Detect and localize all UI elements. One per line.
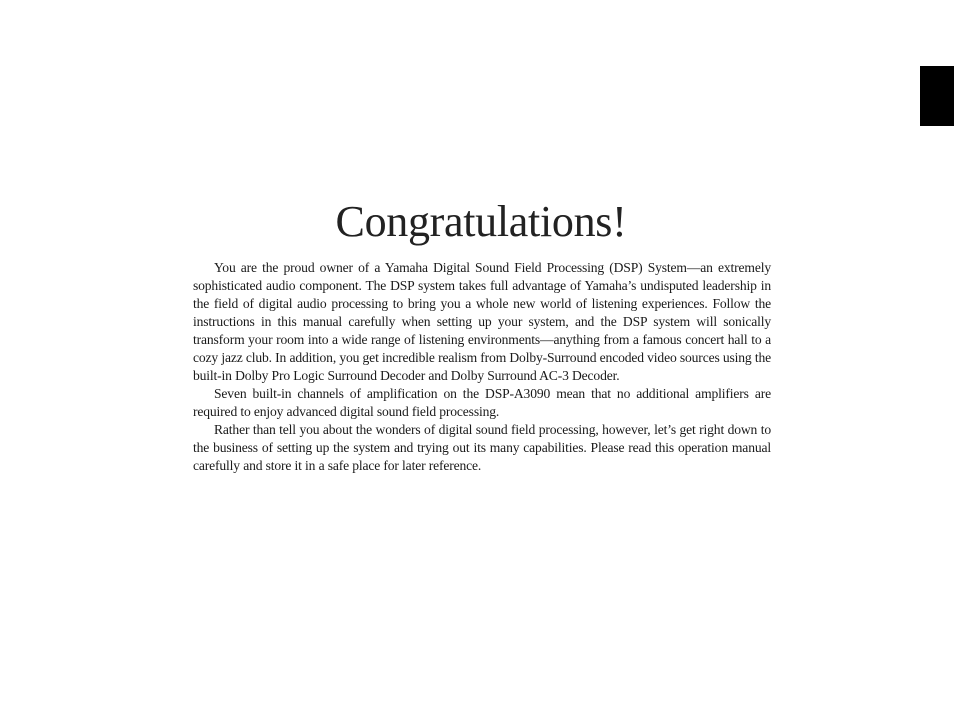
- page-edge-tab: [920, 66, 954, 126]
- paragraph-intro: You are the proud owner of a Yamaha Digital Sound Field Processing (DSP) System—an extremely sophisticated audio component. The DSP system takes full advantage of Yamaha’s undisputed leadership in the field of digital audio processing to bring you a whole new world of listening experiences. Follow the instructions in this manual carefully when setting up your system, and the DSP system will sonically transform your room into a wide range of listening environments—anything from a famous concert hall to a cozy jazz club. In addition, you get incredible realism from Dolby-Surround encoded video sources using the built-in Dolby Pro Logic Surround Decoder and Dolby Surround AC-3 Decoder.: [193, 260, 771, 383]
- body-text: [193, 259, 771, 475]
- paragraph-amplification: Seven built-in channels of amplification on the DSP-A3090 mean that no additional amplifiers are required to enjoy advanced digital sound field processing.: [193, 386, 771, 419]
- paragraph-instructions: Rather than tell you about the wonders of digital sound field processing, however, let’s get right down to the business of setting up the system and trying out its many capabilities. Please read this operation manual carefully and store it in a safe place for later reference.: [193, 422, 771, 473]
- page-title: Congratulations!: [335, 197, 627, 246]
